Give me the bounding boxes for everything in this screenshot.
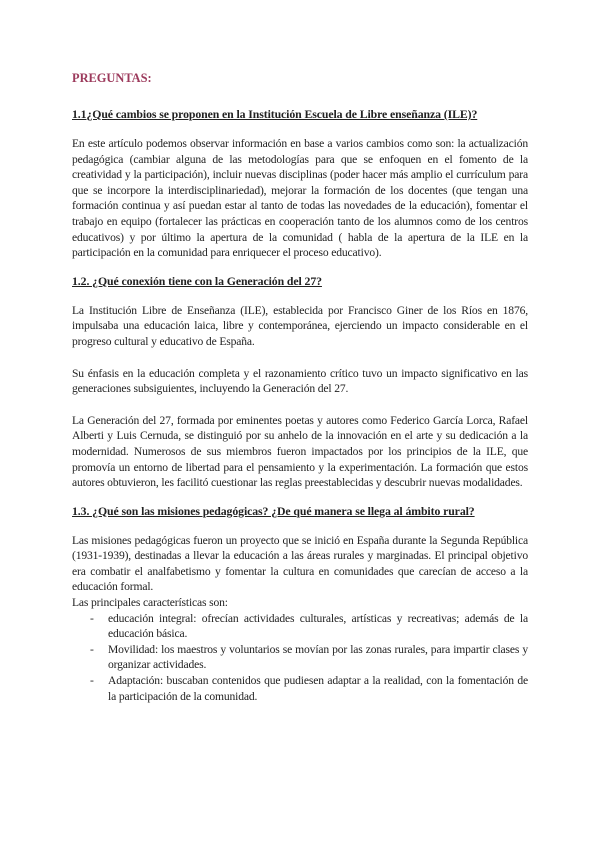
paragraph: Las misiones pedagógicas fueron un proyecto que se inició en España durante la Segunda República (1931-1939), destinadas a llevar la educación a las áreas rurales y marginadas. El principal objetivo era combatir el analfabetismo y fomentar la cultura en comunidades que carecían de acceso a la educación formal. [72, 533, 528, 594]
question-heading-1-2: 1.2. ¿Qué conexión tiene con la Generación del 27? [72, 273, 322, 288]
dash-marker: - [90, 674, 94, 688]
question-heading-1-3: 1.3. ¿Qué son las misiones pedagógicas? ¿De qué manera se llega al ámbito rural? [72, 503, 475, 518]
list-item [72, 642, 528, 673]
paragraph: La Generación del 27, formada por eminentes poetas y autores como Federico García Lorca, Rafael Alberti y Luis Cernuda, se distinguió por su anhelo de la innovación en el arte y su dedicación a la modernidad. Numerosos de sus miembros fueron impactados por los principios de la ILE, que promovía un entorno de libertad para el pensamiento y la experimentación. La formación que estos autores obtuvieron, les facilitó cuestionar las reglas preestablecidas y descubrir nuevas modalidades. [72, 413, 528, 490]
section-1-2 [72, 274, 528, 491]
document-page [72, 70, 528, 704]
paragraph: En este artículo podemos observar información en base a varios cambios como son: la actualización pedagógica (cambiar alguna de las metodologías para que se enfoquen en el fomento de la creatividad y la participación), incluir nuevas disciplinas (poder hacer más amplio el currículum para que se incorpore la interdisciplinariedad), mejorar la formación de los docentes (que tengan una formación continua y así puedan estar al tanto de todas las novedades de la educación), fomentar el trabajo en equipo (fortalecer las prácticas en cooperación tanto de los alumnos como de los centros educativos) y por último la apertura de la comunidad ( habla de la apertura de la ILE en la participación en la comunidad para enriquecer el proceso educativo). [72, 137, 528, 260]
list-item [72, 673, 528, 704]
paragraph: La Institución Libre de Enseñanza (ILE), establecida por Francisco Giner de los Ríos en 1876, impulsaba una educación laica, libre y contemporánea, ejerciendo un impacto considerable en el progreso cultural y educativo de España. [72, 303, 528, 348]
document-title: PREGUNTAS: [72, 71, 152, 85]
section-1-3 [72, 504, 528, 705]
list-item-text: educación integral: ofrecían actividades culturales, artísticas y recreativas; además de la educación básica. [108, 611, 528, 641]
list-item [72, 611, 528, 642]
list-item-text: Movilidad: los maestros y voluntarios se movían por las zonas rurales, para impartir clases y organizar actividades. [108, 642, 528, 672]
list-item-text: Adaptación: buscaban contenidos que pudiesen adaptar a la realidad, con la fomentación de la participación de la comunidad. [108, 674, 528, 703]
paragraph: Las principales características son: [72, 596, 228, 610]
dash-marker: - [90, 611, 94, 625]
question-heading-1-1: 1.1¿Qué cambios se proponen en la Institución Escuela de Libre enseñanza (ILE)? [72, 107, 478, 121]
dash-marker: - [90, 642, 94, 656]
section-1-1 [72, 107, 528, 261]
paragraph: Su énfasis en la educación completa y el razonamiento crítico tuvo un impacto significativo en las generaciones subsiguientes, incluyendo la Generación del 27. [72, 366, 528, 396]
characteristics-list [72, 611, 528, 705]
